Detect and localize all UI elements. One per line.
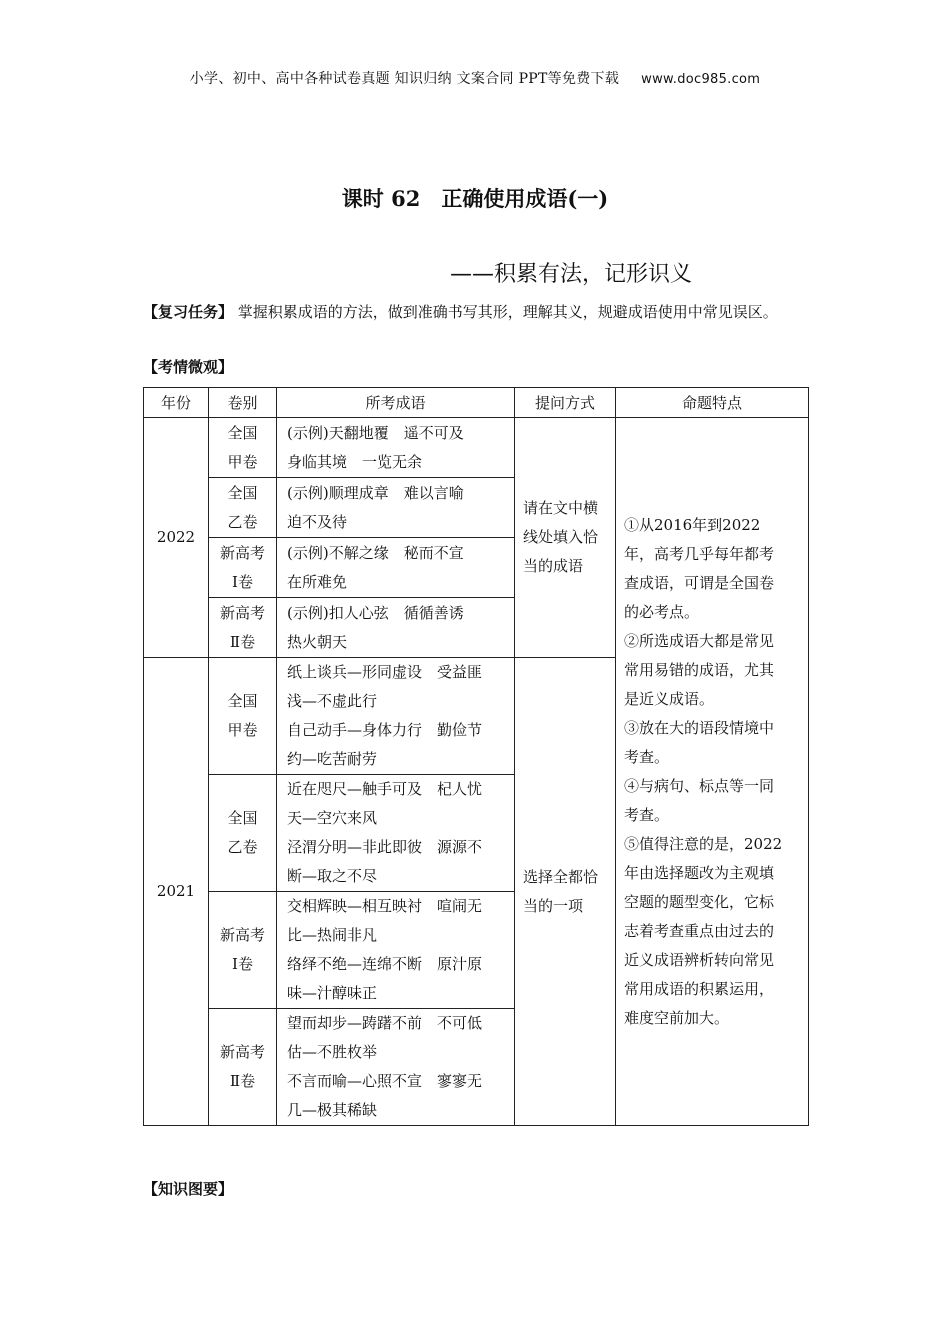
page-header — [0, 68, 950, 88]
paper-cell: 新高考 Ⅱ卷 — [209, 1009, 277, 1126]
idioms-cell: 近在咫尺—触手可及 杞人忧 天—空穴来风 泾渭分明—非此即彼 源源不 断—取之不尽 — [277, 775, 515, 892]
paper-cell: 全国 甲卷 — [209, 658, 277, 775]
table-header-cell: 命题特点 — [616, 388, 809, 418]
table-header-row — [144, 388, 809, 418]
question-cell: 选择全都恰 当的一项 — [515, 658, 616, 1126]
idioms-cell: (示例)不解之缘 秘而不宣 在所难免 — [277, 538, 515, 598]
idioms-cell: (示例)扣人心弦 循循善诱 热火朝天 — [277, 598, 515, 658]
features-cell: ①从2016年到2022 年，高考几乎每年都考 查成语，可谓是全国卷 的必考点。 ②所选成语大都是常见 常用易错的成语，尤其 是近义成语。 ③放在大的语段情境中 考查。 ④与病句、标点等一同 考查。 ⑤值得注意的是，2022 年由选择题改为主观填 空题的题型变化，它标 志着考查重点由过去的 近义成语辨析转向常见 常用成语的积累运用， 难度空前加大。 — [616, 418, 809, 1126]
year-cell: 2022 — [144, 418, 209, 658]
review-task-label: 【复习任务】 — [143, 303, 234, 321]
review-task — [143, 298, 808, 327]
zhishi-label: 【知识图要】 — [143, 1180, 234, 1198]
kaoqing-label: 【考情微观】 — [143, 358, 234, 376]
table-header-cell: 所考成语 — [277, 388, 515, 418]
paper-cell: 全国 乙卷 — [209, 478, 277, 538]
page-title: 课时 62 正确使用成语(一) — [341, 186, 609, 211]
table-row — [144, 418, 809, 478]
idioms-cell: (示例)顺理成章 难以言喻 迫不及待 — [277, 478, 515, 538]
idioms-cell: 交相辉映—相互映衬 喧闹无 比—热闹非凡 络绎不绝—连绵不断 原汁原 味—汁醇味正 — [277, 892, 515, 1009]
idioms-cell: 纸上谈兵—形同虚设 受益匪 浅—不虚此行 自己动手—身体力行 勤俭节 约—吃苦耐劳 — [277, 658, 515, 775]
idioms-cell: (示例)天翻地覆 遥不可及 身临其境 一览无余 — [277, 418, 515, 478]
table-header-cell: 卷别 — [209, 388, 277, 418]
question-cell: 请在文中横 线处填入恰 当的成语 — [515, 418, 616, 658]
paper-cell: 全国 乙卷 — [209, 775, 277, 892]
idioms-cell: 望而却步—踌躇不前 不可低 估—不胜枚举 不言而喻—心照不宣 寥寥无 几—极其稀缺 — [277, 1009, 515, 1126]
exam-table — [143, 387, 809, 1126]
page-subtitle: ——积累有法，记形识义 — [450, 262, 693, 287]
header-url[interactable]: www.doc985.com — [641, 72, 761, 87]
table-header-cell: 年份 — [144, 388, 209, 418]
header-text: 小学、初中、高中各种试卷真题 知识归纳 文案合同 PPT等免费下载 — [189, 71, 620, 87]
paper-cell: 全国 甲卷 — [209, 418, 277, 478]
paper-cell: 新高考 Ⅰ卷 — [209, 538, 277, 598]
paper-cell: 新高考 Ⅱ卷 — [209, 598, 277, 658]
review-task-text: 掌握积累成语的方法，做到准确书写其形，理解其义，规避成语使用中常见误区。 — [237, 303, 778, 321]
paper-cell: 新高考 Ⅰ卷 — [209, 892, 277, 1009]
year-cell: 2021 — [144, 658, 209, 1126]
table-header-cell: 提问方式 — [515, 388, 616, 418]
